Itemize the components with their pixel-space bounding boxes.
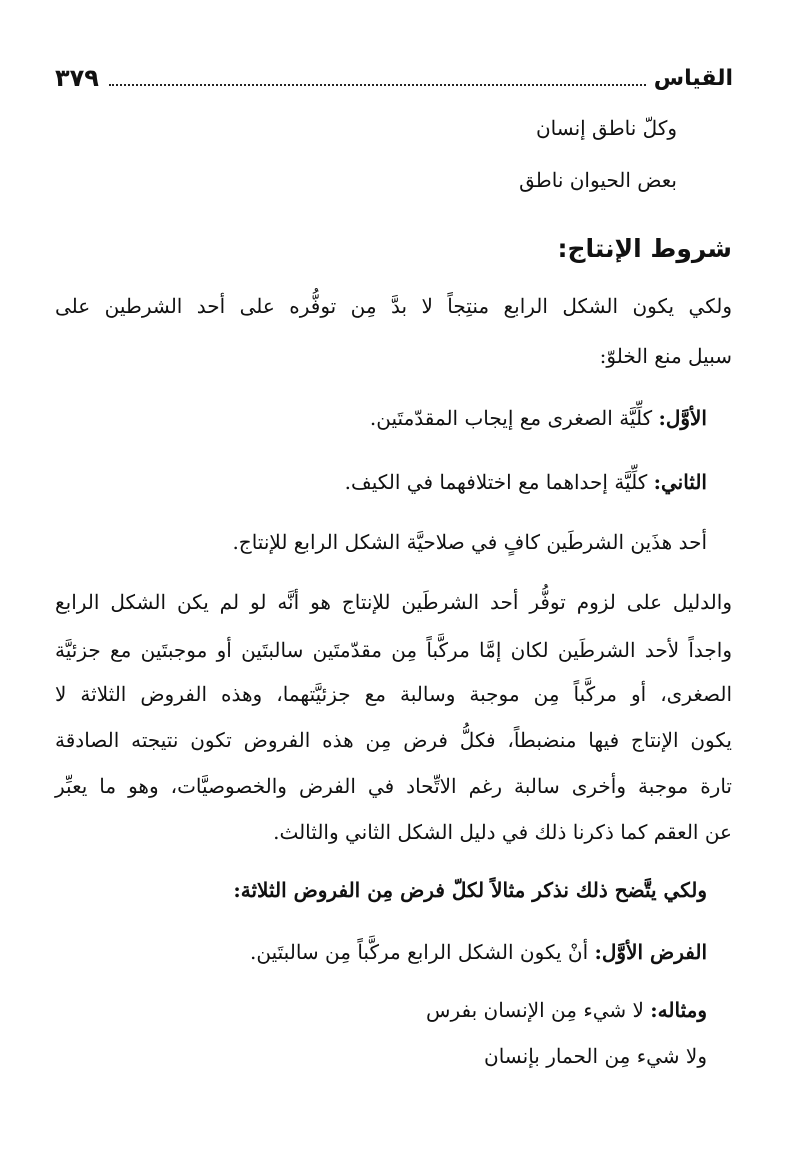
condition-first-text: كلِّيَّة الصغرى مع إيجاب المقدّمتَين. — [369, 406, 659, 430]
case-first — [250, 942, 707, 962]
header-dotted-leader — [109, 83, 646, 86]
paragraph-line: واجداً لأحد الشرطَين لكان إمَّا مركَّباً مِن مقدّمتَين سالبتَين أو موجبتَين مع جزئيَّة — [55, 638, 732, 662]
paragraph-line: أحد هذَين الشرطَين كافٍ في صلاحيَّة الشكل الرابع للإنتاج. — [232, 530, 707, 554]
subheading-examples: ولكي يتَّضح ذلك نذكر مثالاً لكلّ فرض مِن الفروض الثلاثة: — [233, 878, 707, 902]
example-line-1 — [426, 1000, 707, 1020]
example-line-2: ولا شيء مِن الحمار بإنسان — [484, 1044, 707, 1068]
paragraph-line: سبيل منع الخلوّ: — [599, 344, 732, 368]
example-text: لا شيء مِن الإنسان بفرس — [426, 998, 651, 1022]
premise-line: وكلّ ناطق إنسان — [535, 116, 677, 140]
condition-second-label: الثاني: — [653, 470, 707, 494]
page-header — [55, 52, 733, 96]
case-first-text: أنْ يكون الشكل الرابع مركَّباً مِن سالبتَين. — [250, 940, 595, 964]
example-label: ومثاله: — [650, 998, 707, 1022]
paragraph-line: الصغرى، أو مركَّباً مِن موجبة وسالبة مع جزئيَّتهما، وهذه الفروض الثلاثة لا — [55, 682, 732, 706]
condition-second — [345, 472, 707, 492]
case-first-label: الفرض الأوَّل: — [594, 940, 707, 964]
paragraph-line: يكون الإنتاج فيها منضبطاً، فكلُّ فرض مِن هذه الفروض تكون نتيجته الصادقة — [55, 728, 732, 752]
paragraph-line: ولكي يكون الشكل الرابع منتِجاً لا بدَّ مِن توفُّره على أحد الشرطين على — [55, 294, 732, 318]
condition-first-label: الأوَّل: — [658, 406, 707, 430]
conclusion-line: بعض الحيوان ناطق — [519, 168, 677, 192]
section-heading: شروط الإنتاج: — [557, 234, 732, 263]
paragraph-line: والدليل على لزوم توفُّر أحد الشرطَين للإنتاج هو أنَّه لو لم يكن الشكل الرابع — [55, 590, 732, 614]
paragraph-line: تارة موجبة وأخرى سالبة رغم الاتِّحاد في الفرض والخصوصيَّات، وهو ما يعبِّر — [55, 774, 732, 798]
page-number: ٣٧٩ — [55, 64, 99, 92]
running-title: القياس — [653, 66, 733, 91]
condition-first — [370, 408, 707, 428]
paragraph-line: عن العقم كما ذكرنا ذلك في دليل الشكل الثاني والثالث. — [273, 820, 732, 844]
condition-second-text: كلِّيَّة إحداهما مع اختلافهما في الكيف. — [344, 470, 654, 494]
